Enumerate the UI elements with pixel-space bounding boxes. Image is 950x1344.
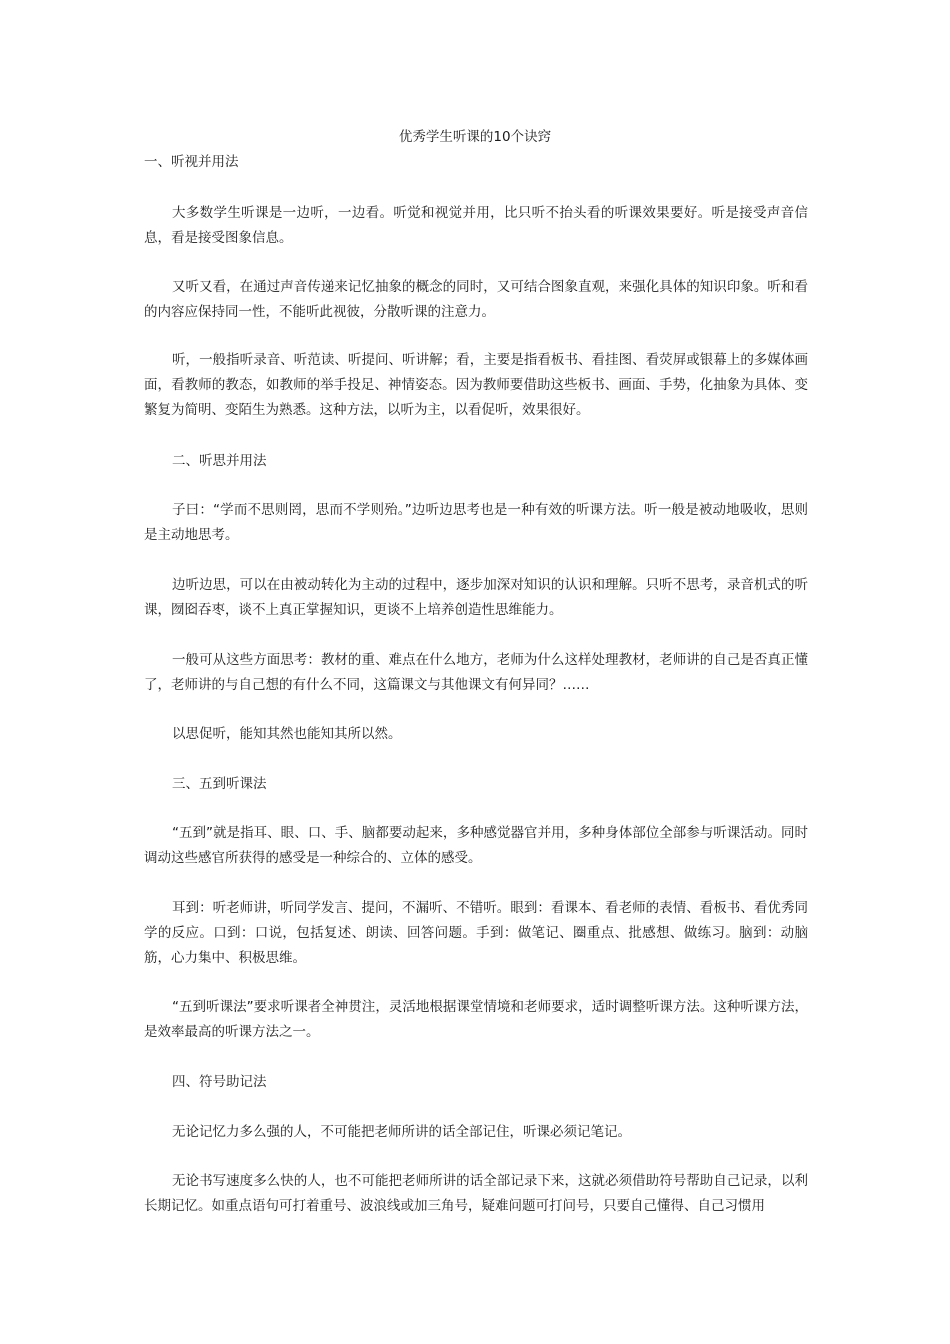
section-1-paragraph-1: 大多数学生听课是一边听，一边看。听觉和视觉并用，比只听不抬头看的听课效果要好。听是接受声音信息，看是接受图象信息。 [144, 205, 808, 246]
section-heading-2: 二、听思并用法 [172, 453, 267, 469]
document-title: 优秀学生听课的10个诀窍 [398, 129, 552, 145]
section-heading-3: 三、五到听课法 [172, 776, 267, 792]
section-3-paragraph-1: “五到”就是指耳、眼、口、手、脑都要动起来，多种感觉器官并用，多种身体部位全部参与听课活动。同时调动这些感官所获得的感受是一种综合的、立体的感受。 [144, 825, 808, 866]
section-2-paragraph-2: 边听边思，可以在由被动转化为主动的过程中，逐步加深对知识的认识和理解。只听不思考，录音机式的听课，囫囵吞枣，谈不上真正掌握知识，更谈不上培养创造性思维能力。 [144, 577, 808, 618]
section-3-paragraph-3: “五到听课法”要求听课者全神贯注，灵活地根据课堂情境和老师要求，适时调整听课方法。这种听课方法，是效率最高的听课方法之一。 [144, 999, 808, 1040]
section-1-paragraph-2: 又听又看，在通过声音传递来记忆抽象的概念的同时，又可结合图象直观，来强化具体的知识印象。听和看的内容应保持同一性，不能听此视彼，分散听课的注意力。 [144, 279, 808, 320]
section-2-paragraph-3: 一般可从这些方面思考：教材的重、难点在什么地方，老师为什么这样处理教材，老师讲的自己是否真正懂了，老师讲的与自己想的有什么不同，这篇课文与其他课文有何异同？…… [144, 652, 808, 693]
section-2-paragraph-1: 子曰：“学而不思则罔，思而不学则殆。”边听边思考也是一种有效的听课方法。听一般是被动地吸收，思则是主动地思考。 [144, 502, 808, 543]
section-heading-4: 四、符号助记法 [172, 1074, 267, 1090]
section-heading-1: 一、听视并用法 [144, 154, 239, 170]
section-4-paragraph-2: 无论书写速度多么快的人，也不可能把老师所讲的话全部记录下来，这就必须借助符号帮助自己记录，以利长期记忆。如重点语句可打着重号、波浪线或加三角号，疑难问题可打问号，只要自己懂得、自己习惯用 [144, 1173, 808, 1214]
section-4-paragraph-1: 无论记忆力多么强的人，不可能把老师所讲的话全部记住，听课必须记笔记。 [172, 1124, 631, 1140]
section-3-paragraph-2: 耳到：听老师讲，听同学发言、提问，不漏听、不错听。眼到：看课本、看老师的表情、看板书、看优秀同学的反应。口到：口说，包括复述、朗读、回答问题。手到：做笔记、圈重点、批感想、做练习。脑到：动脑筋，心力集中、积极思维。 [144, 900, 808, 966]
section-2-paragraph-4: 以思促听，能知其然也能知其所以然。 [172, 726, 402, 742]
section-1-paragraph-3: 听，一般指听录音、听范读、听提问、听讲解；看，主要是指看板书、看挂图、看荧屏或银幕上的多媒体画面，看教师的教态，如教师的举手投足、神情姿态。因为教师要借助这些板书、画面、手势，化抽象为具体、变繁复为简明、变陌生为熟悉。这种方法，以听为主，以看促听，效果很好。 [144, 352, 808, 418]
